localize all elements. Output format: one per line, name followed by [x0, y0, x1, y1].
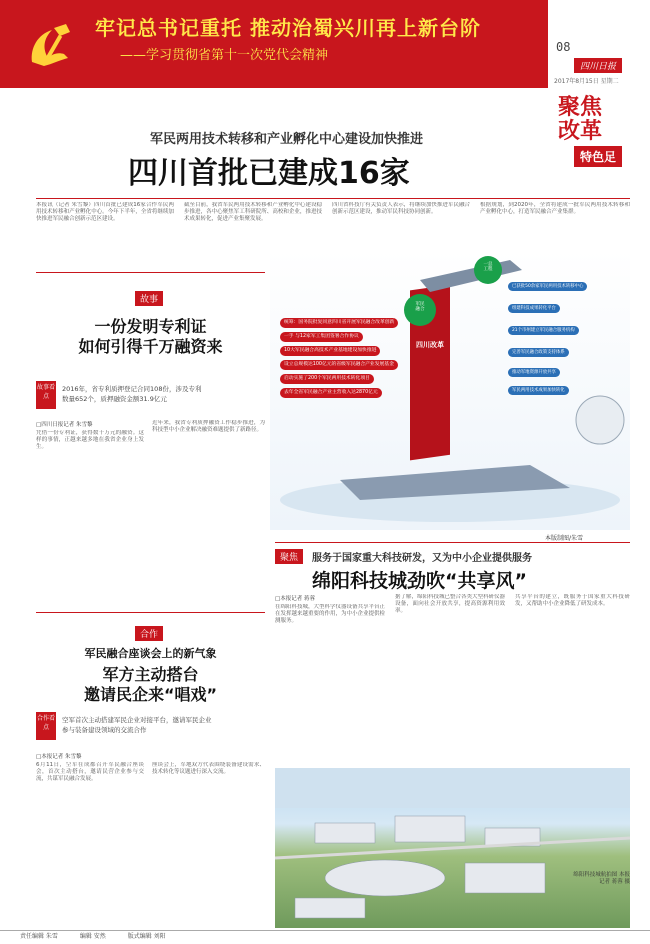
section-title-line2: 改革: [558, 119, 603, 144]
story4-headline: 绵阳科技城劲吹“共享风”: [312, 570, 527, 592]
section-title-line1: 聚焦: [558, 95, 603, 120]
story2-headline-line2: 如何引得千万融资来: [78, 337, 223, 356]
left-item-5: 启动实施了200个军民两用技术转化项目: [280, 374, 374, 384]
story2-summary: [36, 381, 265, 409]
lead-column-1: 本报讯（记者 朱雪黎）四川首批已建成16家合作军民两用技术转移和产业孵化中心。今年下半年，全省将继续加快推进军民融合创新示范区建设。: [36, 202, 174, 222]
page-footer: [0, 930, 650, 944]
lead-column-4: 根据规划，到2020年，全省将建成一批军民两用技术转移和产业孵化中心，打造军民融合产业集群。: [480, 202, 630, 215]
lead-divider: [36, 198, 630, 199]
story3-column-2: 座谈会上，军地双方代表围绕装备建设需求、技术转化等议题进行深入交流。: [152, 762, 265, 775]
top-badge-line2: 工程: [483, 267, 493, 272]
story4-column-2: 据了解，绵阳科技城已整合各类大型科研仪器设备，面向社会开放共享，提高资源利用效率。: [395, 594, 505, 614]
banner-subtitle: ——学习贯彻省第十一次党代会精神: [120, 48, 329, 63]
story4-column-1: 在绵阳科技城，大型科学仪器设备共享平台正在发挥越来越重要的作用，为中小企业提供检测服务。: [275, 604, 385, 624]
story3-kicker: 军民融合座谈会上的新气象: [84, 647, 217, 660]
story4-column-3: 共享平台的建立，既服务于国家重大科技研发，又帮助中小企业降低了研发成本。: [515, 594, 630, 607]
story2-summary-label: 故事看点: [36, 381, 56, 409]
date-line: 2017年8月15日 星期二: [554, 78, 619, 85]
story3-summary-text: [62, 715, 212, 735]
right-item-1: 已获批50余家军民两用技术转移中心: [508, 282, 587, 291]
story3-byline: □本报记者 朱雪黎: [36, 754, 82, 760]
right-item-3: 21个市州建立军民融合服务机构: [508, 326, 579, 335]
lead-column-2: 截至目前，我省军民两用技术转移和产业孵化中心建设稳步推进，各中心聚焦军工科研院所、高校和企业，推进技术成果转化，促进产业集聚发展。: [184, 202, 322, 222]
left-item-1: 统筹：国务院批复同意四川省开展军民融合改革创新: [280, 318, 398, 328]
section-title: [558, 96, 602, 144]
right-item-5: 推动军地资源开放共享: [508, 368, 560, 377]
footer-layout: 编辑 安然: [79, 933, 106, 940]
right-item-6: 军民两用技术成果加快转化: [508, 386, 569, 395]
side-badge: [412, 302, 428, 312]
story2-summary-text: [62, 384, 201, 404]
top-badge: [480, 262, 496, 272]
footer-check: 版式编辑 刘阳: [127, 933, 166, 940]
story2-summary-line1: 2016年，省专利质押登记合同108份，涉及专利: [62, 385, 202, 393]
left-item-3: 10大军民融合高技术产业基地建设加快推进: [280, 346, 380, 356]
illustration-center-label: 四川改革: [416, 341, 444, 349]
story3-summary-line2: 参与装备建设领域的交流合作: [62, 726, 147, 734]
military-civilian-illustration: [270, 250, 630, 530]
photo-caption: 绵阳科技城航拍图 本报记者 蒋蓉 摄: [573, 872, 630, 885]
story4-kicker: 服务于国家重大科技研发，又为中小企业提供服务: [312, 553, 532, 564]
side-badge-line2: 融合: [415, 307, 425, 312]
aerial-photo-graphic: [275, 768, 630, 928]
section-tag: 特色足: [574, 146, 622, 167]
page-number: 08: [556, 40, 571, 54]
story2-byline: □四川日报记者 朱雪黎: [36, 422, 93, 428]
right-item-2: 组建科技成果转化平台: [508, 304, 560, 313]
story3-tag: 合作: [135, 626, 163, 641]
paper-logo: 四川日报: [574, 58, 622, 73]
left-item-6: 去年全省军民融合产业主营收入达2870亿元: [280, 388, 382, 398]
story2-column-1: 凭借一份专利证，获得数千万元的融资。这样的事情，正越来越多地在我省企业身上发生。: [36, 430, 144, 450]
story2-headline-line1: 一份发明专利证: [94, 317, 207, 336]
aerial-photo: [275, 768, 630, 928]
story4-tag: 聚焦: [275, 549, 303, 564]
top-badge-line1: 一总: [483, 262, 493, 267]
story3-headline-line1: 军方主动搭台: [102, 665, 199, 684]
story2-summary-line2: 数量652个，质押融资金额31.9亿元: [62, 395, 167, 403]
story3-summary-label: 合作看点: [36, 712, 56, 740]
story3-column-1: 6月11日，空军在成都召开军民融合座谈会，首次主动搭台，邀请民营企业参与交流，共谋军民融合发展。: [36, 762, 144, 782]
story2-column-2: 近年来，我省专利质押融资工作稳步推进，为科技型中小企业解决融资难题提供了新路径。: [152, 420, 265, 433]
banner-title: 牢记总书记重托 推动治蜀兴川再上新台阶: [95, 16, 481, 40]
footer-editor: 责任编辑 朱雪: [20, 933, 58, 940]
story2-tag: 故事: [135, 291, 163, 306]
story3-headline-line2: 邀请民企来“唱戏”: [83, 685, 218, 704]
lead-column-3: 四川省科技厅有关负责人表示，将继续加快推进军民融合创新示范区建设，推动军民科技协同创新。: [332, 202, 470, 215]
side-badge-line1: 军民: [415, 302, 425, 307]
right-item-4: 完善军民融合政策支持体系: [508, 348, 569, 357]
story3-summary-line1: 空军首次主动搭建军民企业对接平台，邀请军民企业: [62, 716, 212, 724]
story3-divider: [36, 612, 265, 613]
lead-kicker: 军民两用技术转移和产业孵化中心建设加快推进: [150, 132, 424, 147]
story3-summary: [36, 712, 265, 740]
story4-divider: [275, 542, 630, 543]
story4-byline: □本报记者 蒋蓉: [275, 596, 315, 602]
left-item-4: 设立总规模达100亿元的省级军民融合产业发展基金: [280, 360, 398, 370]
left-item-2: 一手 与12家军工集团签署合作协议: [280, 332, 363, 342]
illustration-credit: 本版制图/朱雪: [545, 535, 584, 542]
story2-divider: [36, 272, 265, 273]
party-emblem-icon: [22, 18, 78, 74]
lead-headline: 四川首批已建成16家: [128, 156, 410, 191]
